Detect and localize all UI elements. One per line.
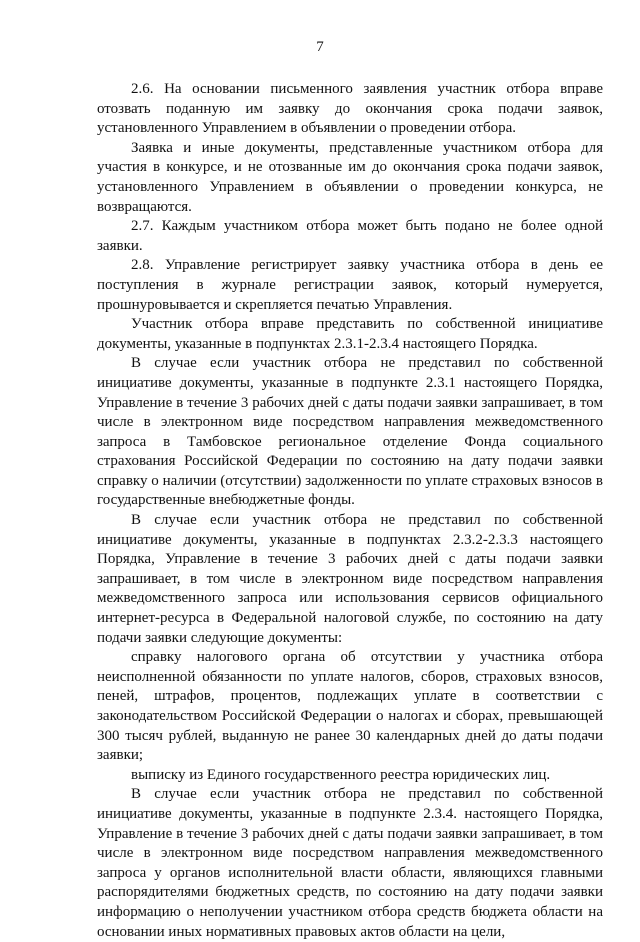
page-number: 7 [316,39,324,55]
paragraph-request-2-3-2: В случае если участник отбора не представил по собственной инициативе документы, указанные в подпунктах 2.3.2-2.3.3 настоящего Порядка, Управление в течение 3 рабочих дней с даты подачи заявки запрашивает, в том числе в электронном виде посредством направления межведомственного запроса или использования сервисов официального интернет-ресурса в Федеральной налоговой службе, по состоянию на дату подачи заявки следующие документы: [97,512,603,646]
paragraph-2-7: 2.7. Каждым участником отбора может быть подано не более одной заявки. [97,218,603,254]
paragraph-egrul-extract: выписку из Единого государственного реестра юридических лиц. [131,766,551,783]
paragraph-application-return: Заявка и иные документы, представленные участником отбора для участия в конкурсе, и не отозванные им до окончания срока подачи заявок, установленного Управлением в объявлении о проведении конкурса, не возвращаются. [97,139,603,215]
paragraph-own-initiative: Участник отбора вправе представить по собственной инициативе документы, указанные в подпунктах 2.3.1-2.3.4 настоящего Порядка. [97,316,603,352]
paragraph-tax-certificate: справку налогового органа об отсутствии у участника отбора неисполненной обязанности по уплате налогов, сборов, страховых взносов, пеней, штрафов, процентов, подлежащих уплате в соответствии с законодательством Российской Федерации о налогах и сборах, превышающей 300 тысяч рублей, выданную не ранее 30 календарных дней до даты подачи заявки; [97,649,603,764]
paragraph-request-2-3-4: В случае если участник отбора не представил по собственной инициативе документы, указанные в подпункте 2.3.4. настоящего Порядка, Управление в течение 3 рабочих дней с даты подачи заявки запрашивает, в том числе в электронном виде посредством направления межведомственного запроса у органов исполнительной власти области, являющихся главными распорядителями бюджетных средств, по состоянию на дату подачи заявки информацию о неполучении участником отбора средств бюджета области на основании иных нормативных правовых актов области на цели, [97,786,603,940]
paragraph-request-2-3-1: В случае если участник отбора не представил по собственной инициативе документы, указанные в подпункте 2.3.1 настоящего Порядка, Управление в течение 3 рабочих дней с даты подачи заявки запрашивает, в том числе в электронном виде посредством направления межведомственного запроса в Тамбовское региональное отделение Фонда социального страхования Российской Федерации по состоянию на дату подачи заявки справку о наличии (отсутствии) задолженности по уплате страховых взносов в государственные внебюджетные фонды. [97,355,603,509]
paragraph-2-8: 2.8. Управление регистрирует заявку участника отбора в день ее поступления в журнале регистрации заявок, который нумеруется, прошнуровывается и скрепляется печатью Управления. [97,257,603,313]
paragraph-2-6: 2.6. На основании письменного заявления участник отбора вправе отозвать поданную им заявку до окончания срока подачи заявок, установленного Управлением в объявлении о проведении отбора. [97,81,603,137]
document-body [97,80,603,942]
